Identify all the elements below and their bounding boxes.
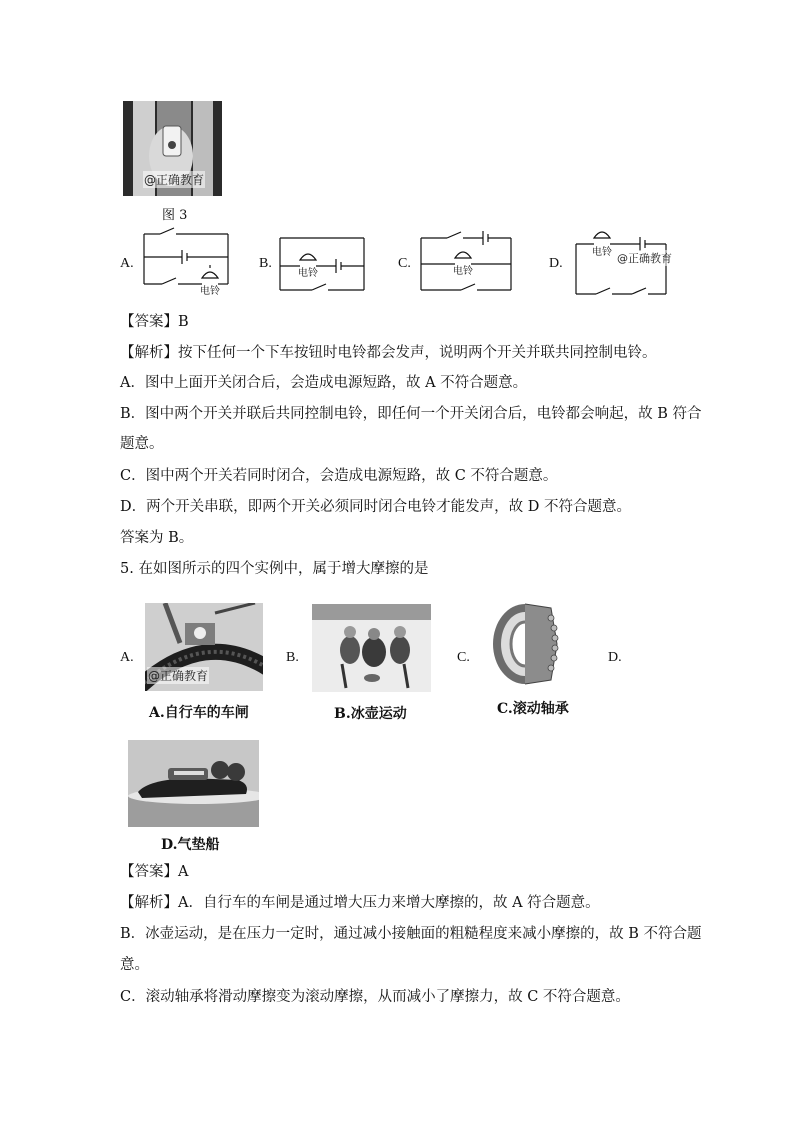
q5-option-b-label: B. [286, 650, 299, 665]
bell-label: 电铃 [592, 247, 612, 258]
q5-caption-b: B.冰壶运动 [334, 706, 407, 722]
q5-stem: 5. 在如图所示的四个实例中，属于增大摩擦的是 [120, 561, 429, 577]
option-c-label: C. [398, 256, 411, 271]
q5-caption-a: A.自行车的车闸 [149, 705, 249, 721]
q5-analysis-line: C．滚动轴承将滑动摩擦变为滚动摩擦，从而减小了摩擦力，故 C 不符合题意。 [120, 989, 630, 1005]
q5-option-c-label: C. [457, 650, 470, 665]
brake-watermark: @正确教育 [148, 669, 209, 683]
hovercraft-illustration [128, 740, 259, 827]
q5-analysis-line: 【解析】A．自行车的车闸是通过增大压力来增大摩擦的，故 A 符合题意。 [120, 895, 600, 911]
circuit-b [276, 228, 368, 298]
option-d-label: D. [549, 256, 563, 271]
figure-watermark: @正确教育 [144, 173, 205, 187]
circuit-d-watermark: @正确教育 [617, 252, 672, 265]
q5-analysis-line: 意。 [120, 957, 149, 973]
rolling-bearing-illustration [485, 598, 577, 690]
q4-analysis-line: 【解析】按下任何一个下车按钮时电铃都会发声，说明两个开关并联共同控制电铃。 [120, 345, 657, 361]
bell-label: 电铃 [453, 266, 473, 277]
q4-analysis-line: 题意。 [120, 436, 164, 452]
option-b-label: B. [259, 256, 272, 271]
q4-analysis-line: 答案为 B。 [120, 530, 194, 546]
q4-analysis-line: C．图中两个开关若同时闭合，会造成电源短路，故 C 不符合题意。 [120, 468, 558, 484]
q4-analysis-line: A．图中上面开关闭合后，会造成电源短路，故 A 不符合题意。 [120, 375, 528, 391]
curling-illustration [312, 604, 431, 692]
q4-analysis-line: B．图中两个开关并联后共同控制电铃，即任何一个开关闭合后，电铃都会响起，故 B 符合 [120, 406, 702, 422]
hovercraft-photo [128, 740, 259, 827]
bell-label: 电铃 [298, 268, 318, 279]
circuit-c [417, 226, 515, 298]
option-a-label: A. [120, 256, 134, 271]
q5-analysis-line: B．冰壶运动，是在压力一定时，通过减小接触面的粗糙程度来减小摩擦的，故 B 不符合题 [120, 926, 702, 942]
bicycle-brake-photo [145, 603, 263, 691]
circuit-a [140, 222, 232, 298]
bell-label: 电铃 [200, 286, 220, 297]
q4-answer: 【答案】B [120, 314, 189, 330]
curling-photo [312, 604, 431, 692]
q5-option-a-label: A. [120, 650, 134, 665]
bearing-photo [485, 598, 577, 690]
q5-caption-d: D.气垫船 [161, 837, 220, 853]
q4-analysis-line: D．两个开关串联，即两个开关必须同时闭合电铃才能发声，故 D 不符合题意。 [120, 499, 631, 515]
q5-caption-c: C.滚动轴承 [497, 701, 569, 717]
q5-answer: 【答案】A [120, 864, 189, 880]
bus-button-photo [123, 101, 222, 196]
q5-option-d-label: D. [608, 650, 622, 665]
figure-caption: 图 3 [162, 208, 188, 223]
